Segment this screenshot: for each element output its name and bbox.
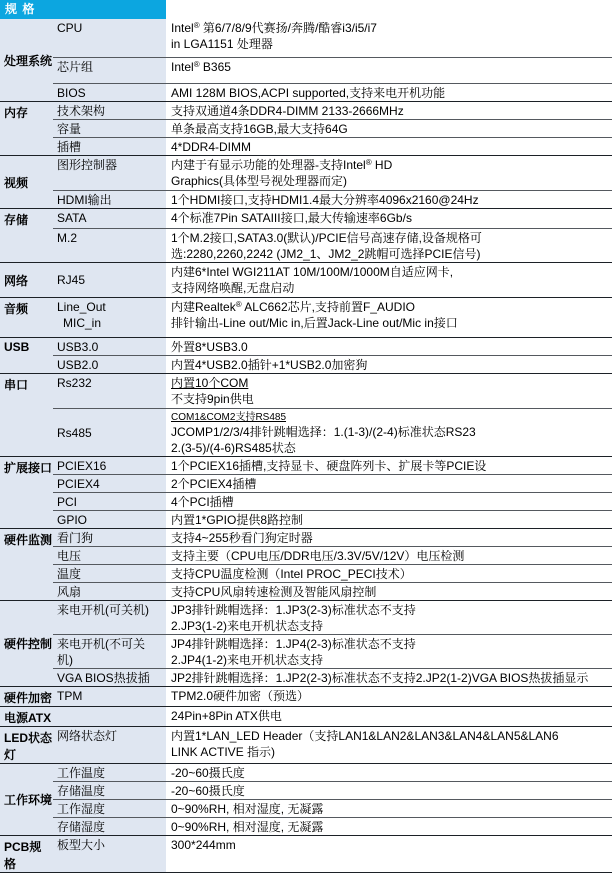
spec-desc-cell [166, 228, 612, 262]
spec-section [0, 101, 612, 155]
spec-desc-text: JP4排针跳帽选择：1.JP4(2-3)标准状态不支持 [171, 637, 416, 651]
spec-label-cell [53, 510, 166, 528]
registered-trademark-sup: ® [365, 158, 372, 167]
spec-label-cell [53, 817, 166, 835]
spec-desc-cell [166, 799, 612, 817]
spec-label-text: 容量 [57, 122, 82, 136]
spec-label-cell [53, 190, 166, 208]
spec-label-text: PCIEX16 [57, 459, 107, 473]
spec-desc-cell [166, 564, 612, 582]
spec-desc-text: 4个标准7Pin SATAIII接口,最大传输速率6Gb/s [171, 211, 412, 225]
spec-label-cell [53, 727, 166, 763]
spec-section [0, 208, 612, 262]
spec-label-cell [53, 457, 166, 474]
spec-label-cell [53, 156, 166, 190]
spec-desc-text: 支持网络唤醒,无盘启动 [171, 281, 295, 295]
spec-label-cell [53, 529, 166, 546]
spec-label-text: 插槽 [57, 140, 82, 154]
spec-desc-cell [166, 764, 612, 781]
spec-desc-cell [166, 492, 612, 510]
spec-label-text: 风扇 [57, 585, 82, 599]
category-cell: USB [0, 338, 53, 373]
spec-label-text: USB2.0 [57, 358, 99, 372]
spec-desc-text: 外置8*USB3.0 [171, 340, 248, 354]
category-cell: 电源ATX [0, 707, 53, 726]
spec-label-cell [53, 298, 166, 337]
spec-desc-text: 支持CPU温度检测（Intel PROC_PECI技术） [171, 567, 412, 581]
spec-label-cell [53, 668, 166, 686]
spec-label-text: 来电开机(不可关 [57, 637, 145, 651]
category-cell: 硬件加密 [0, 687, 53, 706]
spec-desc-text: Graphics(具体型号视处理器而定) [171, 174, 348, 188]
spec-label-text: 网络状态灯 [57, 729, 118, 743]
spec-section [0, 600, 612, 686]
spec-desc-text: LINK ACTIVE 指示) [171, 745, 276, 759]
registered-trademark-sup: ® [193, 60, 200, 69]
category-cell: 存储 [0, 209, 53, 262]
spec-label-cell [53, 19, 166, 57]
spec-label-cell [53, 799, 166, 817]
spec-desc-text: 4个PCI插槽 [171, 495, 234, 509]
spec-label-cell [53, 263, 166, 297]
spec-label-cell [53, 209, 166, 228]
spec-label-text: PCIEX4 [57, 477, 100, 491]
spec-label-text: M.2 [57, 231, 78, 245]
spec-label-text: 板型大小 [57, 838, 106, 852]
spec-desc-text: COM1&COM2支持RS485 [171, 412, 287, 423]
spec-label-text: Rs232 [57, 376, 92, 390]
spec-label-cell [53, 582, 166, 600]
spec-label-cell [53, 781, 166, 799]
spec-desc-cell [166, 190, 612, 208]
spec-label-text: 来电开机(可关机) [57, 603, 149, 617]
spec-desc-cell [166, 474, 612, 492]
spec-desc-text: 1个HDMI接口,支持HDMI1.4最大分辨率4096x2160@24Hz [171, 193, 479, 207]
registered-trademark-sup: ® [235, 300, 242, 309]
spec-label-text: HDMI输出 [57, 193, 112, 207]
spec-desc-cell [166, 546, 612, 564]
spec-section [0, 373, 612, 456]
spec-label-text: SATA [57, 211, 87, 225]
spec-desc-text: JP3排针跳帽选择：1.JP3(2-3)标准状态不支持 [171, 603, 416, 617]
spec-desc-cell [166, 707, 612, 726]
spec-desc-cell [166, 668, 612, 686]
spec-section [0, 835, 612, 873]
spec-desc-cell [166, 156, 612, 190]
spec-section [0, 528, 612, 600]
category-cell: 扩展接口 [0, 457, 53, 528]
spec-desc-cell [166, 727, 612, 763]
spec-desc-cell [166, 781, 612, 799]
spec-desc-cell [166, 817, 612, 835]
registered-trademark-sup: ® [193, 21, 200, 30]
spec-label-text: MIC_in [63, 316, 102, 330]
spec-label-text: 看门狗 [57, 531, 94, 545]
spec-section [0, 297, 612, 337]
spec-desc-text: 内建Realtek [171, 300, 236, 314]
spec-label-text: 机) [57, 653, 73, 667]
spec-desc-text: 1个M.2接口,SATA3.0(默认)/PCIE信号高速存储,设备规格可 [171, 231, 482, 245]
spec-label-text: TPM [57, 689, 83, 703]
spec-desc-text: 内置1*GPIO提供8路控制 [171, 513, 304, 527]
spec-desc-text: 支持CPU风扇转速检测及智能风扇控制 [171, 585, 377, 599]
spec-label-text: 技术架构 [57, 104, 106, 118]
spec-desc-text: 内建于有显示功能的处理器-支持Intel [171, 158, 366, 172]
spec-label-cell [53, 102, 166, 119]
spec-desc-text: 2.JP4(1-2)来电开机状态支持 [171, 653, 324, 667]
spec-desc-cell [166, 338, 612, 355]
spec-label-cell [53, 564, 166, 582]
spec-desc-text: JP2排针跳帽选择：1.JP2(2-3)标准状态不支持2.JP2(1-2)VGA BIOS热拔插显示 [171, 671, 589, 685]
spec-section [0, 19, 612, 101]
spec-desc-text: -20~60摄氏度 [171, 766, 245, 780]
spec-desc-text: AMI 128M BIOS,ACPI supported,支持来电开机功能 [171, 86, 446, 100]
spec-desc-cell [166, 408, 612, 456]
spec-label-text: 电压 [57, 549, 82, 563]
spec-label-cell [53, 707, 166, 726]
spec-label-text: CPU [57, 21, 83, 35]
spec-desc-text: ALC662芯片,支持前置F_AUDIO [241, 300, 415, 314]
spec-label-text: USB3.0 [57, 340, 99, 354]
spec-desc-cell [166, 209, 612, 228]
spec-label-text: 工作湿度 [57, 802, 106, 816]
spec-label-text: 温度 [57, 567, 82, 581]
spec-desc-cell [166, 355, 612, 373]
spec-desc-text: 支持主要（CPU电压/DDR电压/3.3V/5V/12V）电压检测 [171, 549, 465, 563]
spec-desc-text: 内置1*LAN_LED Header（支持LAN1&LAN2&LAN3&LAN4&LAN5&LAN6 [171, 729, 559, 743]
category-cell: 串口 [0, 374, 53, 456]
category-cell: 硬件控制 [0, 601, 53, 686]
spec-sections [0, 19, 612, 873]
spec-desc-text: 不支持9pin供电 [171, 392, 254, 406]
table-header-row [0, 0, 612, 19]
spec-desc-cell [166, 298, 612, 337]
spec-desc-cell [166, 83, 612, 101]
spec-section [0, 763, 612, 835]
spec-label-text: 存储温度 [57, 784, 106, 798]
spec-desc-cell [166, 374, 612, 408]
spec-section [0, 726, 612, 763]
spec-desc-text: 300*244mm [171, 838, 236, 852]
spec-desc-cell [166, 57, 612, 83]
spec-desc-cell [166, 687, 612, 706]
spec-desc-text: 内置10个COM [171, 376, 249, 390]
category-cell: LED状态灯 [0, 727, 53, 763]
spec-section [0, 155, 612, 208]
spec-desc-text: in LGA1151 处理器 [171, 37, 273, 51]
spec-desc-text: 2个PCIEX4插槽 [171, 477, 257, 491]
spec-section [0, 337, 612, 373]
spec-desc-cell [166, 119, 612, 137]
spec-desc-text: 0~90%RH, 相对湿度, 无凝露 [171, 802, 324, 816]
spec-desc-cell [166, 529, 612, 546]
spec-desc-text: 内建6*Intel WGI211AT 10M/100M/1000M自适应网卡, [171, 265, 454, 279]
spec-label-cell [53, 687, 166, 706]
spec-label-cell [53, 137, 166, 155]
spec-label-cell [53, 764, 166, 781]
spec-desc-text: 支持双通道4条DDR4-DIMM 2133-2666MHz [171, 104, 404, 118]
spec-label-text: RJ45 [57, 273, 86, 287]
spec-label-cell [53, 57, 166, 83]
spec-label-text: GPIO [57, 513, 88, 527]
spec-desc-text: JCOMP1/2/3/4排针跳帽选择：1.(1-3)/(2-4)标准状态RS23 [171, 425, 476, 439]
spec-desc-cell [166, 457, 612, 474]
spec-desc-text: 排针输出-Line out/Mic in,后置Jack-Line out/Mic in接口 [171, 316, 458, 330]
category-cell: 内存 [0, 102, 53, 155]
category-cell: PCB规格 [0, 836, 53, 872]
spec-desc-cell [166, 601, 612, 634]
spec-desc-text: 0~90%RH, 相对湿度, 无凝露 [171, 820, 324, 834]
category-cell: 硬件监测 [0, 529, 53, 600]
category-cell: 音频 [0, 298, 53, 337]
spec-desc-cell [166, 19, 612, 57]
spec-label-cell [53, 546, 166, 564]
spec-label-cell [53, 83, 166, 101]
spec-section [0, 706, 612, 726]
spec-desc-text: B365 [199, 60, 231, 74]
spec-desc-cell [166, 582, 612, 600]
spec-label-text: 存储湿度 [57, 820, 106, 834]
spec-label-text: 图形控制器 [57, 158, 118, 172]
category-cell: 网络 [0, 263, 53, 297]
spec-label-cell [53, 474, 166, 492]
spec-desc-text: 24Pin+8Pin ATX供电 [171, 709, 282, 723]
category-cell: 工作环境 [0, 764, 53, 835]
spec-label-text: BIOS [57, 86, 86, 100]
spec-desc-cell [166, 634, 612, 668]
spec-desc-text: 2.JP3(1-2)来电开机状态支持 [171, 619, 324, 633]
spec-label-cell [53, 119, 166, 137]
spec-label-cell [53, 836, 166, 872]
spec-desc-text: -20~60摄氏度 [171, 784, 245, 798]
spec-section [0, 262, 612, 297]
spec-label-cell [53, 492, 166, 510]
spec-desc-text: 选:2280,2260,2242 (JM2_1、JM2_2跳帽可选择PCIE信号) [171, 247, 481, 261]
table-header-label: 规 格 [0, 0, 166, 19]
spec-label-text: 芯片组 [57, 60, 94, 74]
spec-desc-cell [166, 137, 612, 155]
spec-label-cell [53, 338, 166, 355]
category-cell: 处理系统 [0, 19, 53, 101]
spec-desc-text: 内置4*USB2.0插针+1*USB2.0加密狗 [171, 358, 368, 372]
spec-desc-text: 1个PCIEX16插槽,支持显卡、硬盘阵列卡、扩展卡等PCIE设 [171, 459, 487, 473]
spec-desc-cell [166, 510, 612, 528]
spec-label-text: Rs485 [57, 425, 92, 440]
spec-label-cell [53, 355, 166, 373]
category-cell: 视频 [0, 156, 53, 208]
spec-desc-text: 支持4~255秒看门狗定时器 [171, 531, 313, 545]
spec-desc-text: Intel [171, 21, 194, 35]
spec-section [0, 456, 612, 528]
spec-label-text: VGA BIOS热拔插 [57, 671, 150, 685]
spec-label-text: PCI [57, 495, 78, 509]
spec-desc-text: 单条最高支持16GB,最大支持64G [171, 122, 348, 136]
spec-label-cell [53, 374, 166, 408]
spec-desc-text: Intel [171, 60, 194, 74]
spec-label-cell [53, 228, 166, 262]
spec-desc-text: 2.(3-5)/(4-6)RS485状态 [171, 441, 296, 455]
spec-label-cell [53, 601, 166, 634]
spec-label-cell [53, 634, 166, 668]
spec-label-cell [53, 408, 166, 456]
spec-desc-cell [166, 102, 612, 119]
spec-desc-cell [166, 836, 612, 872]
spec-label-text: 工作温度 [57, 766, 106, 780]
spec-section [0, 686, 612, 706]
spec-desc-cell [166, 263, 612, 297]
spec-desc-text: TPM2.0硬件加密（预选） [171, 689, 310, 703]
spec-desc-text: 4*DDR4-DIMM [171, 140, 252, 154]
spec-label-text: Line_Out [57, 300, 106, 314]
spec-desc-text: HD [371, 158, 393, 172]
spec-desc-text: 第6/7/8/9代赛扬/奔腾/酷睿i3/i5/i7 [199, 21, 377, 35]
